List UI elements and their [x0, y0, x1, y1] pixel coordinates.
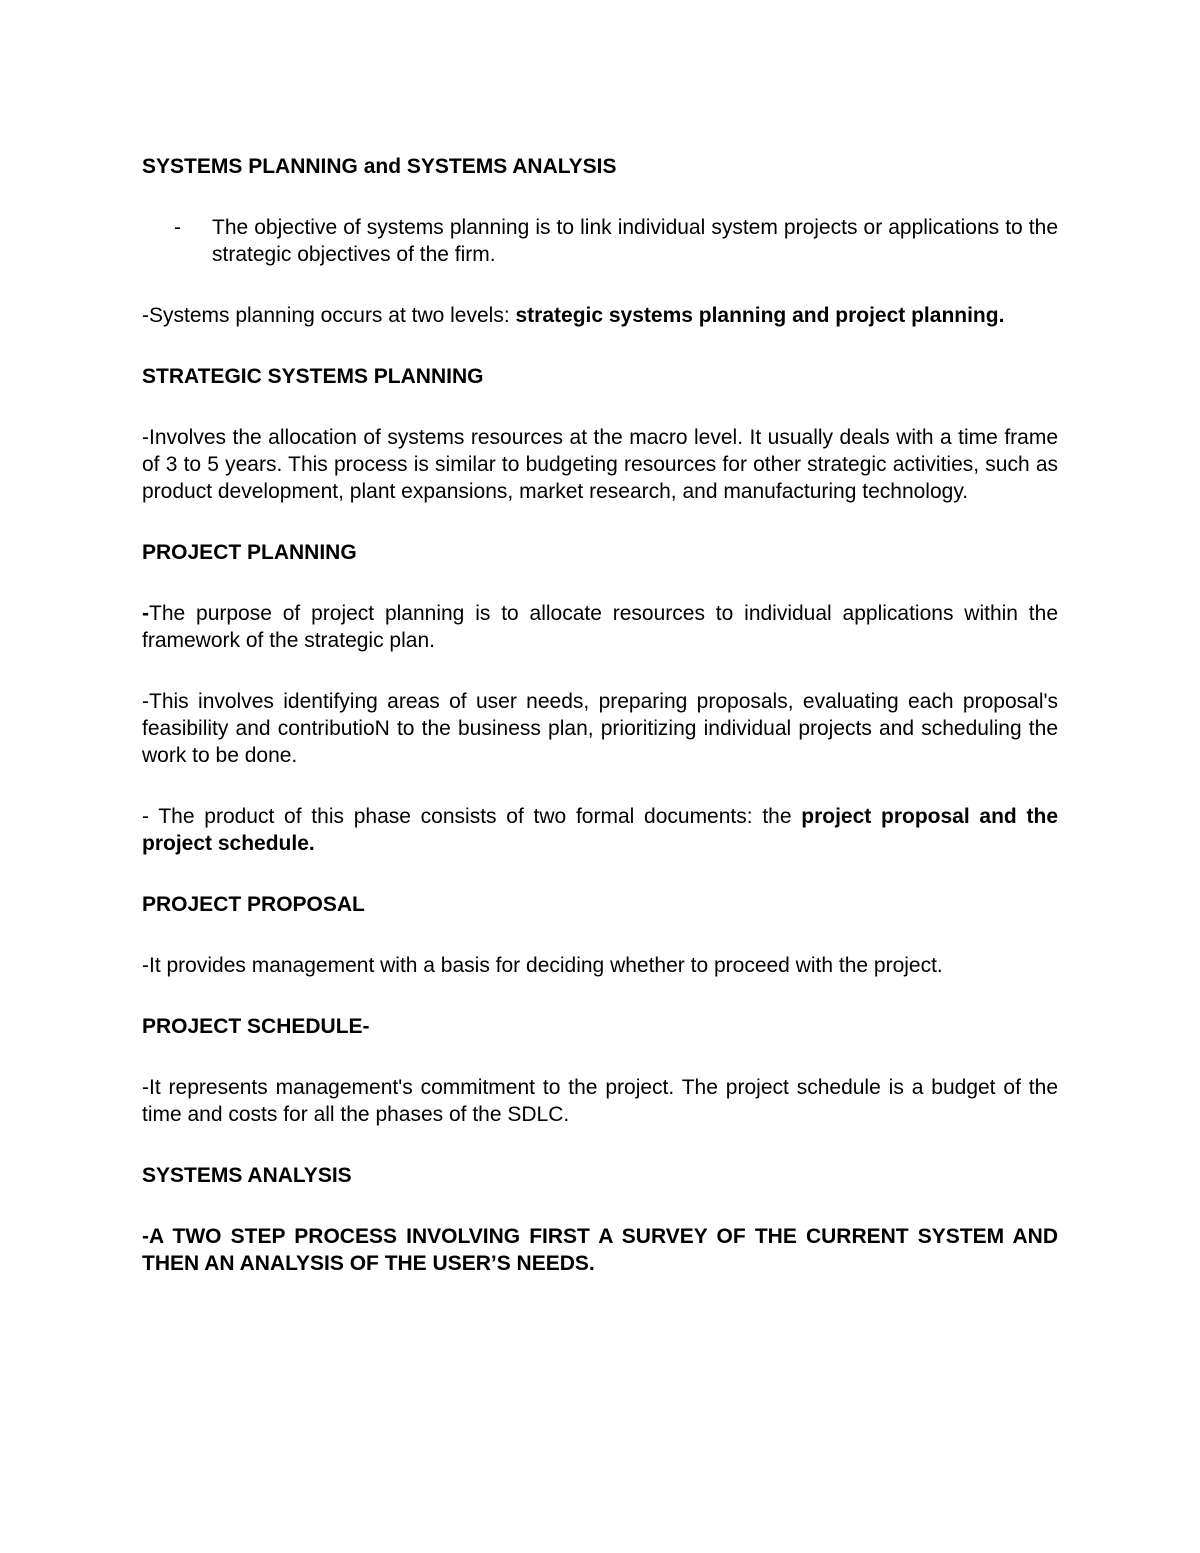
- project-planning-heading: PROJECT PLANNING: [142, 541, 357, 564]
- strategic-planning-text: -Involves the allocation of systems resources at the macro level. It usually deals with a time frame of 3 to 5 years. This process is similar to budgeting resources for other strategic activities, such as product development, plant expansions, market research, and manufacturing technology.: [142, 426, 1058, 503]
- objective-bullet: [142, 214, 1058, 268]
- document-title: SYSTEMS PLANNING and SYSTEMS ANALYSIS: [142, 155, 617, 178]
- systems-analysis-text: -A TWO STEP PROCESS INVOLVING FIRST A SURVEY OF THE CURRENT SYSTEM AND THEN AN ANALYSIS OF THE USER’S NEEDS.: [142, 1225, 1058, 1275]
- project-schedule-text: -It represents management's commitment to the project. The project schedule is a budget of the time and costs for all the phases of the SDLC.: [142, 1076, 1058, 1126]
- project-schedule-heading: PROJECT SCHEDULE-: [142, 1015, 370, 1038]
- planning-levels-bold: strategic systems planning and project planning.: [515, 304, 1005, 327]
- strategic-planning-heading: STRATEGIC SYSTEMS PLANNING: [142, 365, 484, 388]
- project-purpose-text: The purpose of project planning is to allocate resources to individual applications within the framework of the strategic plan.: [142, 602, 1058, 652]
- project-purpose-dash: -: [142, 602, 149, 625]
- document-body: [142, 153, 1058, 1277]
- phase-product-paragraph: [142, 803, 1058, 857]
- project-purpose-paragraph: [142, 600, 1058, 654]
- phase-product-bold: project proposal and the project schedule.: [142, 805, 1059, 855]
- project-proposal-heading: PROJECT PROPOSAL: [142, 893, 365, 916]
- planning-levels-paragraph: [142, 302, 1058, 329]
- objective-text: The objective of systems planning is to link individual system projects or applications to the strategic objectives of the firm.: [212, 216, 1058, 266]
- project-involves-text: -This involves identifying areas of user needs, preparing proposals, evaluating each proposal's feasibility and contributioN to the business plan, prioritizing individual projects and scheduling the work to be done.: [142, 690, 1058, 767]
- phase-product-text: - The product of this phase consists of two formal documents: the: [142, 805, 802, 828]
- bullet-dash: -: [174, 216, 181, 239]
- project-proposal-text: -It provides management with a basis for deciding whether to proceed with the project.: [142, 954, 943, 977]
- planning-levels-text: -Systems planning occurs at two levels:: [142, 304, 516, 327]
- systems-analysis-heading: SYSTEMS ANALYSIS: [142, 1164, 352, 1187]
